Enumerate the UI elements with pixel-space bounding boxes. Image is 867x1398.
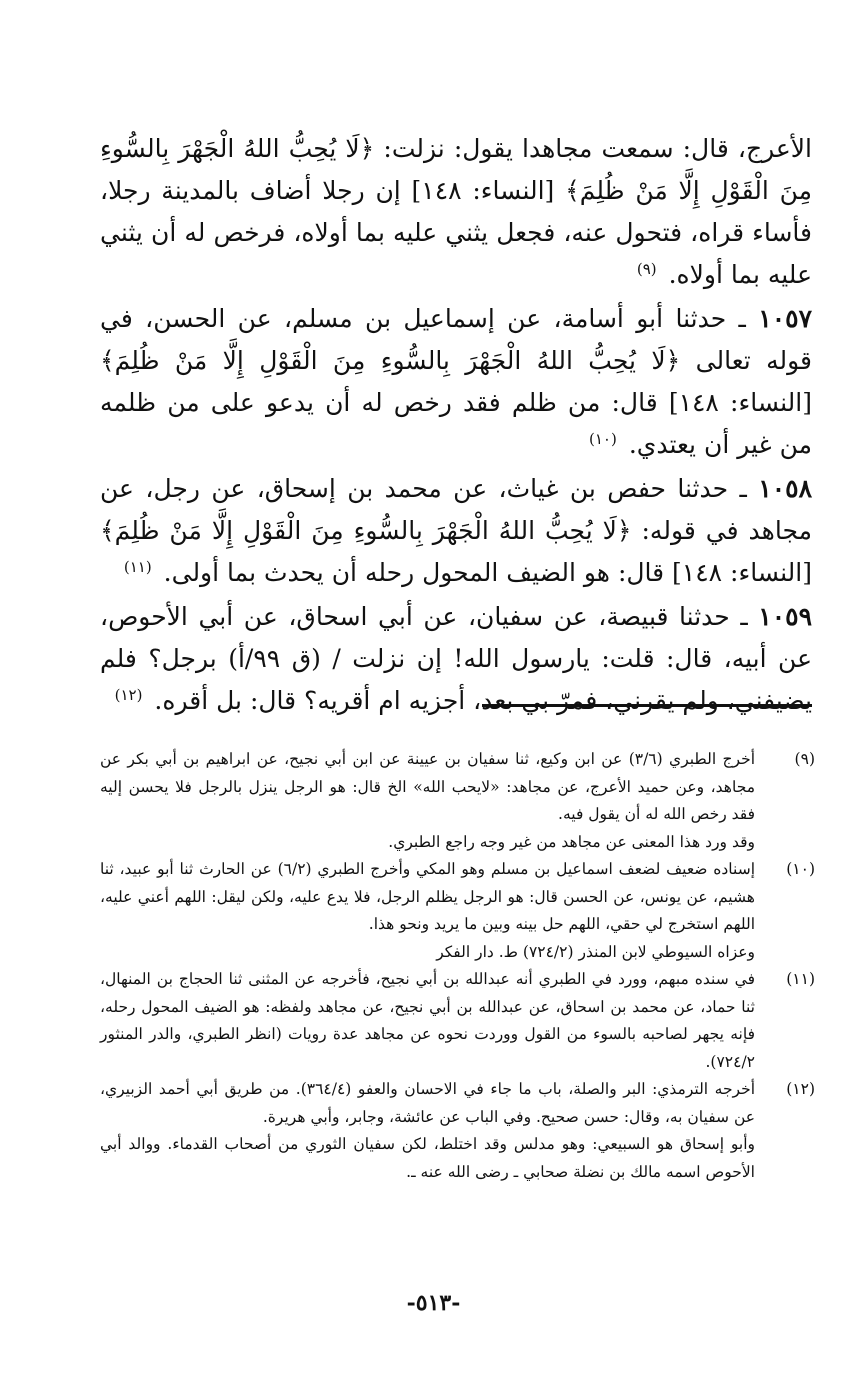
footnote-ref: (١١): [123, 557, 152, 576]
paragraph-text: ـ حدثنا حفص بن غياث، عن محمد بن إسحاق، عن رجل، عن مجاهد في قوله: ﴿لَا يُحِبُّ اللهُ الْجَهْرَ بِالسُّوءِ مِنَ الْقَوْلِ إِلَّا مَنْ ظُلِمَ﴾ [النساء: ١٤٨] قال: هو الضيف المحول رحله أن يحدث بما أولى.: [100, 474, 812, 587]
footnote-body: [100, 856, 755, 966]
footnote: [100, 1076, 815, 1186]
footnote-line: أخرج الطبري (٣/٦) عن ابن وكيع، ثنا سفيان بن عيينة عن ابن أبي نجيح، عن ابراهيم بن أبي بكر عن مجاهد، وعن حميد الأعرج، عن مجاهد: «لايحب الله» الخ قال: هو الرجل ينزل بالرجل فلا يحسن إليه فقد رخص الله له أن يقول فيه.: [100, 750, 755, 823]
footnote-line: وأبو إسحاق هو السبيعي: وهو مدلس وقد اختلط، لكن سفيان الثوري من أصحاب القدماء. ووالد أبي الأحوص اسمه مالك بن نضلة صحابي ـ رضى الله عنه ـ.: [100, 1135, 755, 1181]
footnote-number: (١١): [786, 970, 815, 988]
footnote-line: في سنده مبهم، وورد في الطبري أنه عبدالله بن أبي نجيح، فأخرجه عن المثنى ثنا الحجاج بن المنهال، ثنا حماد، عن محمد بن اسحاق، عن عبدالله بن أبي نجيح، عن مجاهد ولفظه: هو الضيف المحول رحله، فإنه يجهر لصاحبه بالسوء من القول ووردت نحوه عن مجاهد عدة رويات (انظر الطبري، والدر المنثور ٧٢٤/٢).: [100, 970, 755, 1071]
footnotes: [100, 746, 815, 1186]
footnote-number: (١٠): [786, 860, 815, 878]
paragraph-text: الأعرج، قال: سمعت مجاهدا يقول: نزلت: ﴿لَا يُحِبُّ اللهُ الْجَهْرَ بِالسُّوءِ مِنَ الْقَوْلِ إِلَّا مَنْ ظُلِمَ﴾ [النساء: ١٤٨] إن رجلا أضاف بالمدينة رجلا، فأساء قراه، فتحول عنه، فجعل يثني عليه بما أولاه، فرخص له أن يثني عليه بما أولاه.: [100, 134, 812, 289]
footnote-number: (١٢): [786, 1080, 815, 1098]
footnote-number: (٩): [794, 750, 815, 768]
footnote-body: [100, 746, 755, 856]
paragraph-text: ـ حدثنا أبو أسامة، عن إسماعيل بن مسلم، عن الحسن، في قوله تعالى ﴿لَا يُحِبُّ اللهُ الْجَهْرَ بِالسُّوءِ مِنَ الْقَوْلِ إِلَّا مَنْ ظُلِمَ﴾ [النساء: ١٤٨] قال: من ظلم فقد رخص له أن يدعو على من ظلمه من غير أن يعتدي.: [100, 304, 812, 459]
footnote-line: وقد ورد هذا المعنى عن مجاهد من غير وجه راجع الطبري.: [388, 832, 755, 851]
paragraph: [100, 468, 812, 594]
footnote-body: [100, 966, 755, 1076]
footnote-line: وعزاه السيوطي لابن المنذر (٧٢٤/٢) ط. دار الفكر: [436, 942, 755, 961]
footnote-ref: (١٢): [114, 685, 143, 704]
footnote-line: إسناده ضعيف لضعف اسماعيل بن مسلم وهو المكي وأخرج الطبري (٦/٢) عن الحارث ثنا أبو عبيد، ثنا هشيم، عن يونس، عن الحسن قال: هو الرجل يظلم الرجل، فلا يدع عليه، ولكن ليقل: اللهم أعني عليه، اللهم استخرج لي حقي، اللهم حل بينه وبين ما يريد ونحو هذا.: [100, 860, 755, 933]
footnote: [100, 746, 815, 856]
footnote: [100, 856, 815, 966]
footnote-line: أخرجه الترمذي: البر والصلة، باب ما جاء في الاحسان والعفو (٣٦٤/٤). من طريق أبي أحمد الزبيري، عن سفيان به، وقال: حسن صحيح. وفي الباب عن عائشة، وجابر، وأبي هريرة.: [100, 1080, 756, 1126]
footnote: [100, 966, 815, 1076]
footnote-ref: (٩): [636, 259, 657, 278]
hadith-number: ١٠٥٨: [758, 474, 812, 503]
paragraph: [100, 128, 812, 296]
footnote-body: [100, 1076, 755, 1186]
main-text: [100, 128, 812, 724]
hadith-number: ١٠٥٧: [758, 304, 812, 333]
footnote-divider: [482, 704, 812, 707]
paragraph-text: ـ حدثنا قبيصة، عن سفيان، عن أبي اسحاق، عن أبي الأحوص، عن أبيه، قال: قلت: يارسول الله! إن نزلت / (ق ٩٩/أ) برجل؟ فلم يضيفني، ولم يقرني، فمرّ بي بعد، أجزيه ام أقريه؟ قال: بل أقره.: [100, 602, 812, 715]
paragraph: [100, 298, 812, 466]
page-number: -٥١٣-: [406, 1290, 461, 1316]
footnote-ref: (١٠): [589, 429, 617, 448]
hadith-number: ١٠٥٩: [758, 602, 813, 631]
